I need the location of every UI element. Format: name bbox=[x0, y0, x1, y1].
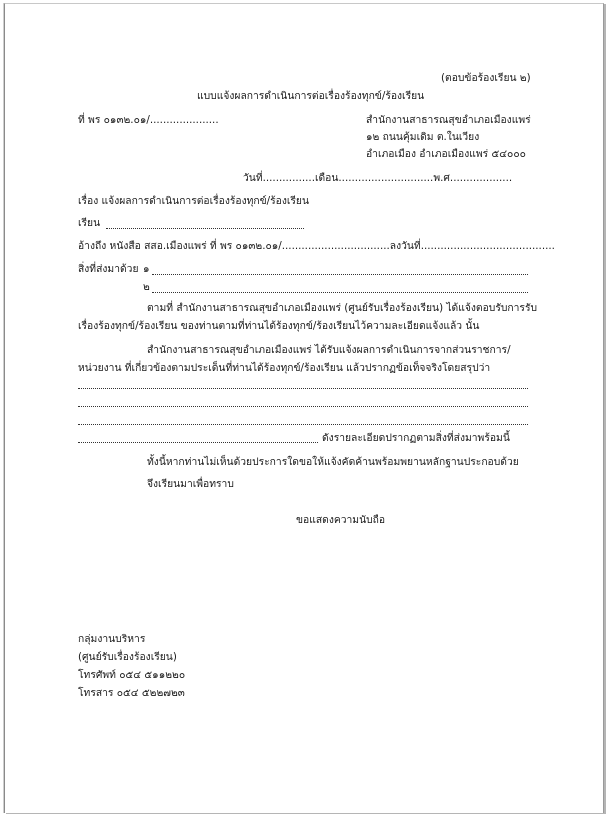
enclosure-blank-1 bbox=[152, 274, 528, 275]
details-blank-2 bbox=[78, 406, 528, 407]
salutation-blank bbox=[106, 228, 304, 229]
enclosure-blank-2 bbox=[152, 292, 528, 293]
footer-center: (ศูนย์รับเรื่องร้องเรียน) bbox=[78, 651, 177, 663]
sender-address-line2: อำเภอเมือง อำเภอเมืองแพร่ ๕๔๐๐๐ bbox=[366, 148, 526, 160]
paragraph1-line2: เรื่องร้องทุกข์/ร้องเรียน ของท่านตามที่ท่านได้ร้องทุกข์/ร้องเรียนไว้ความละเอียดแจ้งแล้ว นั้น bbox=[78, 320, 480, 332]
sender-address-line1: ๑๒ ถนนคุ้มเดิม ต.ในเวียง bbox=[366, 131, 480, 143]
paragraph2-line2: หน่วยงาน ที่เกี่ยวข้องตามประเด็นที่ท่านได้ร้องทุกข์/ร้องเรียน แล้วปรากฏข้อเท็จจริงโดยสรุปว่า bbox=[78, 362, 491, 374]
subject-line: เรื่อง แจ้งผลการดำเนินการต่อเรื่องร้องทุกข์/ร้องเรียน bbox=[78, 195, 310, 207]
paragraph4: จึงเรียนมาเพื่อทราบ bbox=[147, 478, 234, 490]
enclosure-number-2: ๒ bbox=[143, 281, 150, 293]
details-blank-3 bbox=[78, 424, 528, 425]
reference-number: ที่ พร ๐๑๓๒.๐๑/..................... bbox=[78, 114, 219, 126]
footer-department: กลุ่มงานบริหาร bbox=[78, 633, 146, 645]
details-tail: ดังรายละเอียดปรากฏตามสิ่งที่ส่งมาพร้อมนี้ bbox=[322, 432, 510, 444]
enclosure-label: สิ่งที่ส่งมาด้วย bbox=[78, 263, 139, 275]
paragraph1-line1: ตามที่ สำนักงานสาธารณสุขอำเภอเมืองแพร่ (ศูนย์รับเรื่องร้องเรียน) ได้แจ้งตอบรับการรับ bbox=[147, 302, 538, 314]
form-title: แบบแจ้งผลการดำเนินการต่อเรื่องร้องทุกข์/ร้องเรียน bbox=[197, 90, 425, 102]
date-line: วันที่................เดือน.............................พ.ศ................... bbox=[243, 172, 513, 184]
footer-fax: โทรสาร ๐๕๔ ๕๒๒๗๒๓ bbox=[78, 687, 185, 699]
form-code: (ตอบข้อร้องเรียน ๒) bbox=[441, 72, 531, 84]
details-blank-1 bbox=[78, 388, 528, 389]
closing: ขอแสดงความนับถือ bbox=[296, 514, 386, 526]
paragraph2-line1: สำนักงานสาธารณสุขอำเภอเมืองแพร่ ได้รับแจ้งผลการดำเนินการจากส่วนราชการ/ bbox=[147, 344, 511, 356]
salutation-label: เรียน bbox=[78, 217, 101, 229]
footer-phone: โทรศัพท์ ๐๕๔ ๕๑๑๒๒๐ bbox=[78, 669, 186, 681]
enclosure-number-1: ๑ bbox=[143, 263, 150, 275]
details-blank-4 bbox=[78, 442, 318, 443]
paragraph3: ทั้งนี้หากท่านไม่เห็นด้วยประการใดขอให้แจ้งคัดค้านพร้อมพยานหลักฐานประกอบด้วย bbox=[147, 456, 519, 468]
reference-line: อ้างถึง หนังสือ สสอ.เมืองแพร่ ที่ พร ๐๑๓๒.๐๑/.................................ลงวันที่......................................... bbox=[78, 240, 555, 252]
sender-office: สำนักงานสาธารณสุขอำเภอเมืองแพร่ bbox=[366, 114, 531, 126]
